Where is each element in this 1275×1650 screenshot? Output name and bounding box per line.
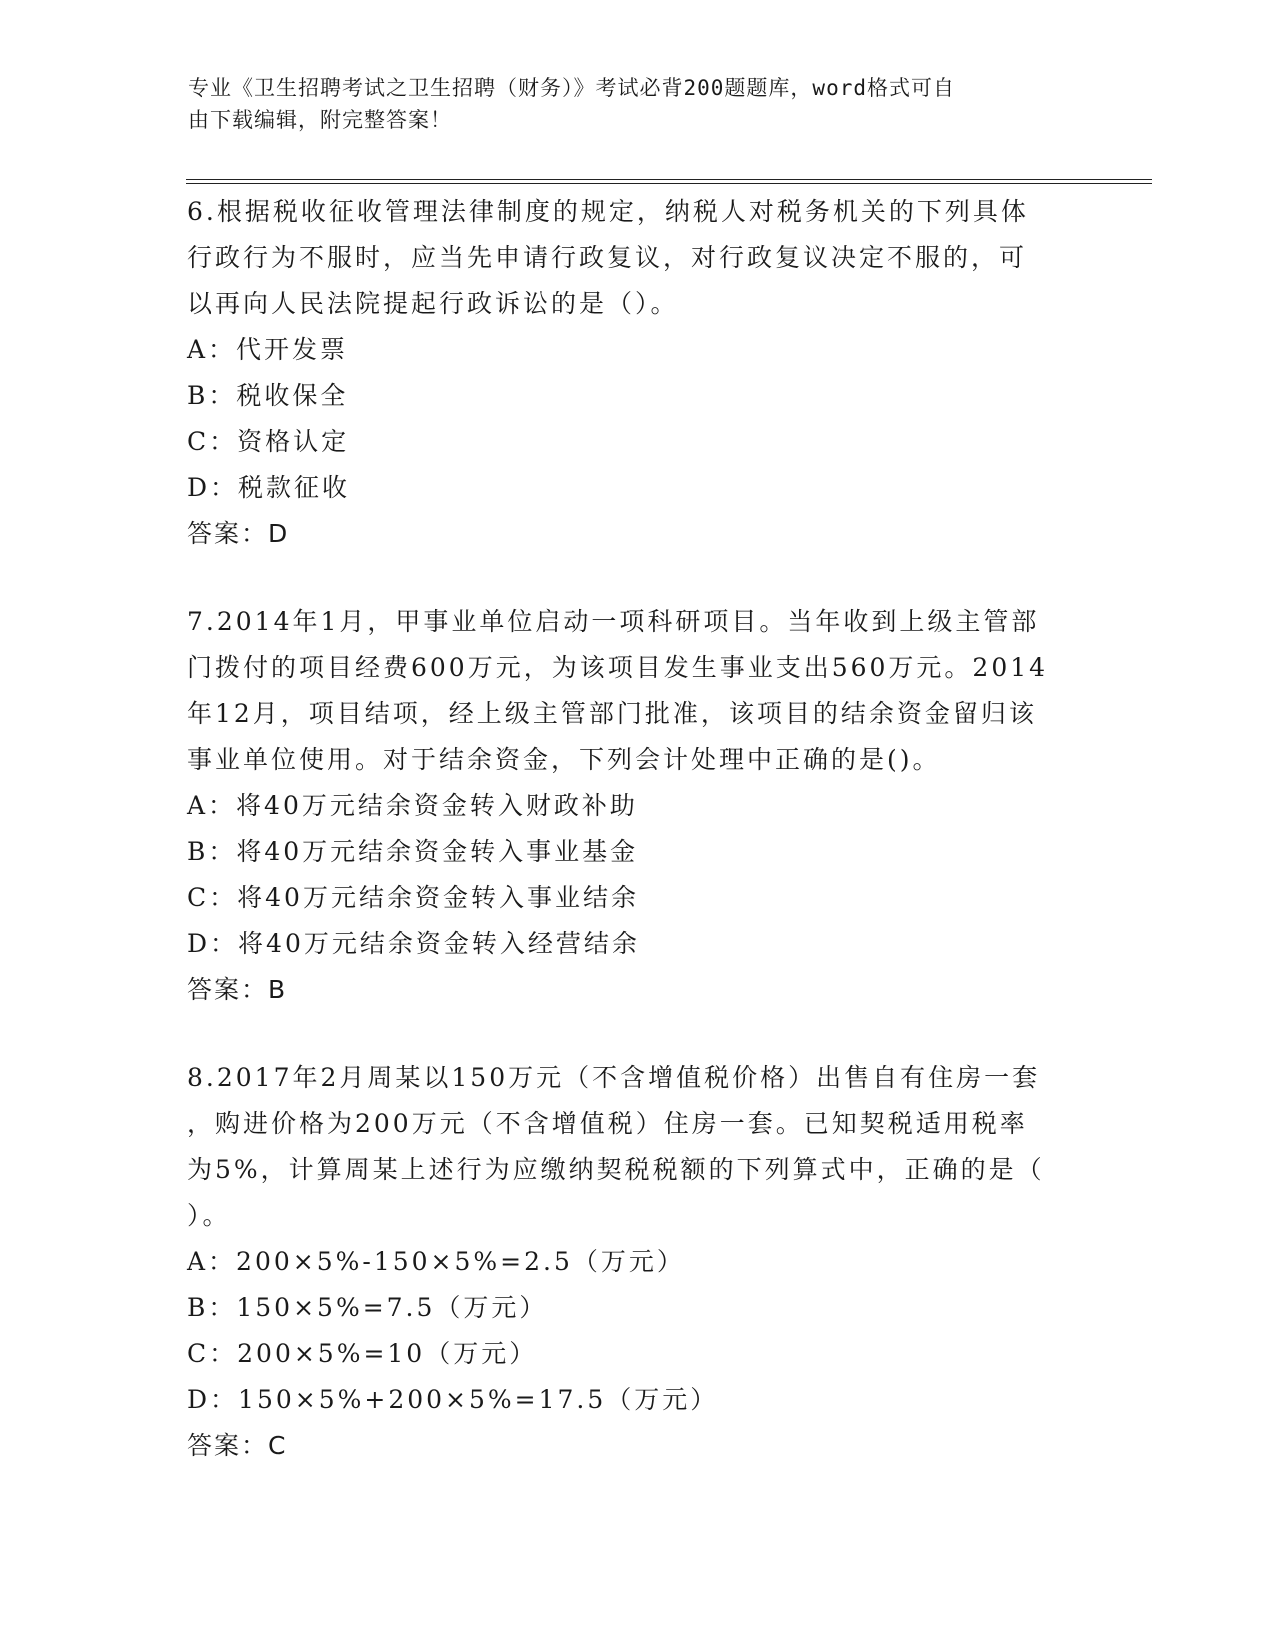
document-header: [188, 72, 1068, 136]
answer-line: 答案：C: [187, 1431, 288, 1460]
answer-line: 答案：D: [187, 519, 290, 548]
option-b: B：税收保全: [187, 381, 349, 410]
header-divider-bottom: [186, 183, 1152, 184]
header-line-2: 由下载编辑，附完整答案！: [188, 108, 452, 132]
option-c: C：200×5%=10（万元）: [187, 1339, 538, 1368]
option-d: D：将40万元结余资金转入经营结余: [187, 929, 640, 958]
option-d: D：税款征收: [187, 473, 351, 502]
question-8: [187, 1055, 1067, 1469]
question-6: [187, 189, 1067, 557]
header-divider-top: [186, 179, 1152, 180]
question-stem-line: 年12月，项目结项，经上级主管部门批准，该项目的结余资金留归该: [187, 699, 1037, 728]
answer-line: 答案：B: [187, 975, 288, 1004]
question-stem-line: 6.根据税收征收管理法律制度的规定，纳税人对税务机关的下列具体: [187, 197, 1029, 226]
question-stem-line: 行政行为不服时，应当先申请行政复议，对行政复议决定不服的，可: [187, 243, 1028, 272]
option-b: B：将40万元结余资金转入事业基金: [187, 837, 639, 866]
question-stem-line: 以再向人民法院提起行政诉讼的是（）。: [187, 289, 679, 318]
option-a: A：代开发票: [187, 335, 349, 364]
question-stem-line: ）。: [187, 1201, 231, 1230]
question-stem-line: 7.2014年1月，甲事业单位启动一项科研项目。当年收到上级主管部: [187, 607, 1040, 636]
question-7: [187, 599, 1067, 1013]
question-stem-line: ，购进价格为200万元（不含增值税）住房一套。已知契税适用税率: [187, 1109, 1028, 1138]
question-stem-line: 8.2017年2月周某以150万元（不含增值税价格）出售自有住房一套: [187, 1063, 1041, 1092]
question-stem-line: 门拨付的项目经费600万元，为该项目发生事业支出560万元。2014: [187, 653, 1049, 682]
option-c: C：资格认定: [187, 427, 350, 456]
header-line-1: 专业《卫生招聘考试之卫生招聘（财务）》考试必背200题题库，word格式可自: [188, 76, 955, 100]
option-b: B：150×5%=7.5（万元）: [187, 1293, 548, 1322]
option-a: A：将40万元结余资金转入财政补助: [187, 791, 638, 820]
option-d: D：150×5%+200×5%=17.5（万元）: [187, 1385, 719, 1414]
question-stem-line: 事业单位使用。对于结余资金，下列会计处理中正确的是()。: [187, 745, 941, 774]
question-stem-line: 为5%，计算周某上述行为应缴纳契税税额的下列算式中，正确的是（: [187, 1155, 1045, 1184]
option-c: C：将40万元结余资金转入事业结余: [187, 883, 639, 912]
option-a: A：200×5%-150×5%=2.5（万元）: [187, 1247, 685, 1276]
